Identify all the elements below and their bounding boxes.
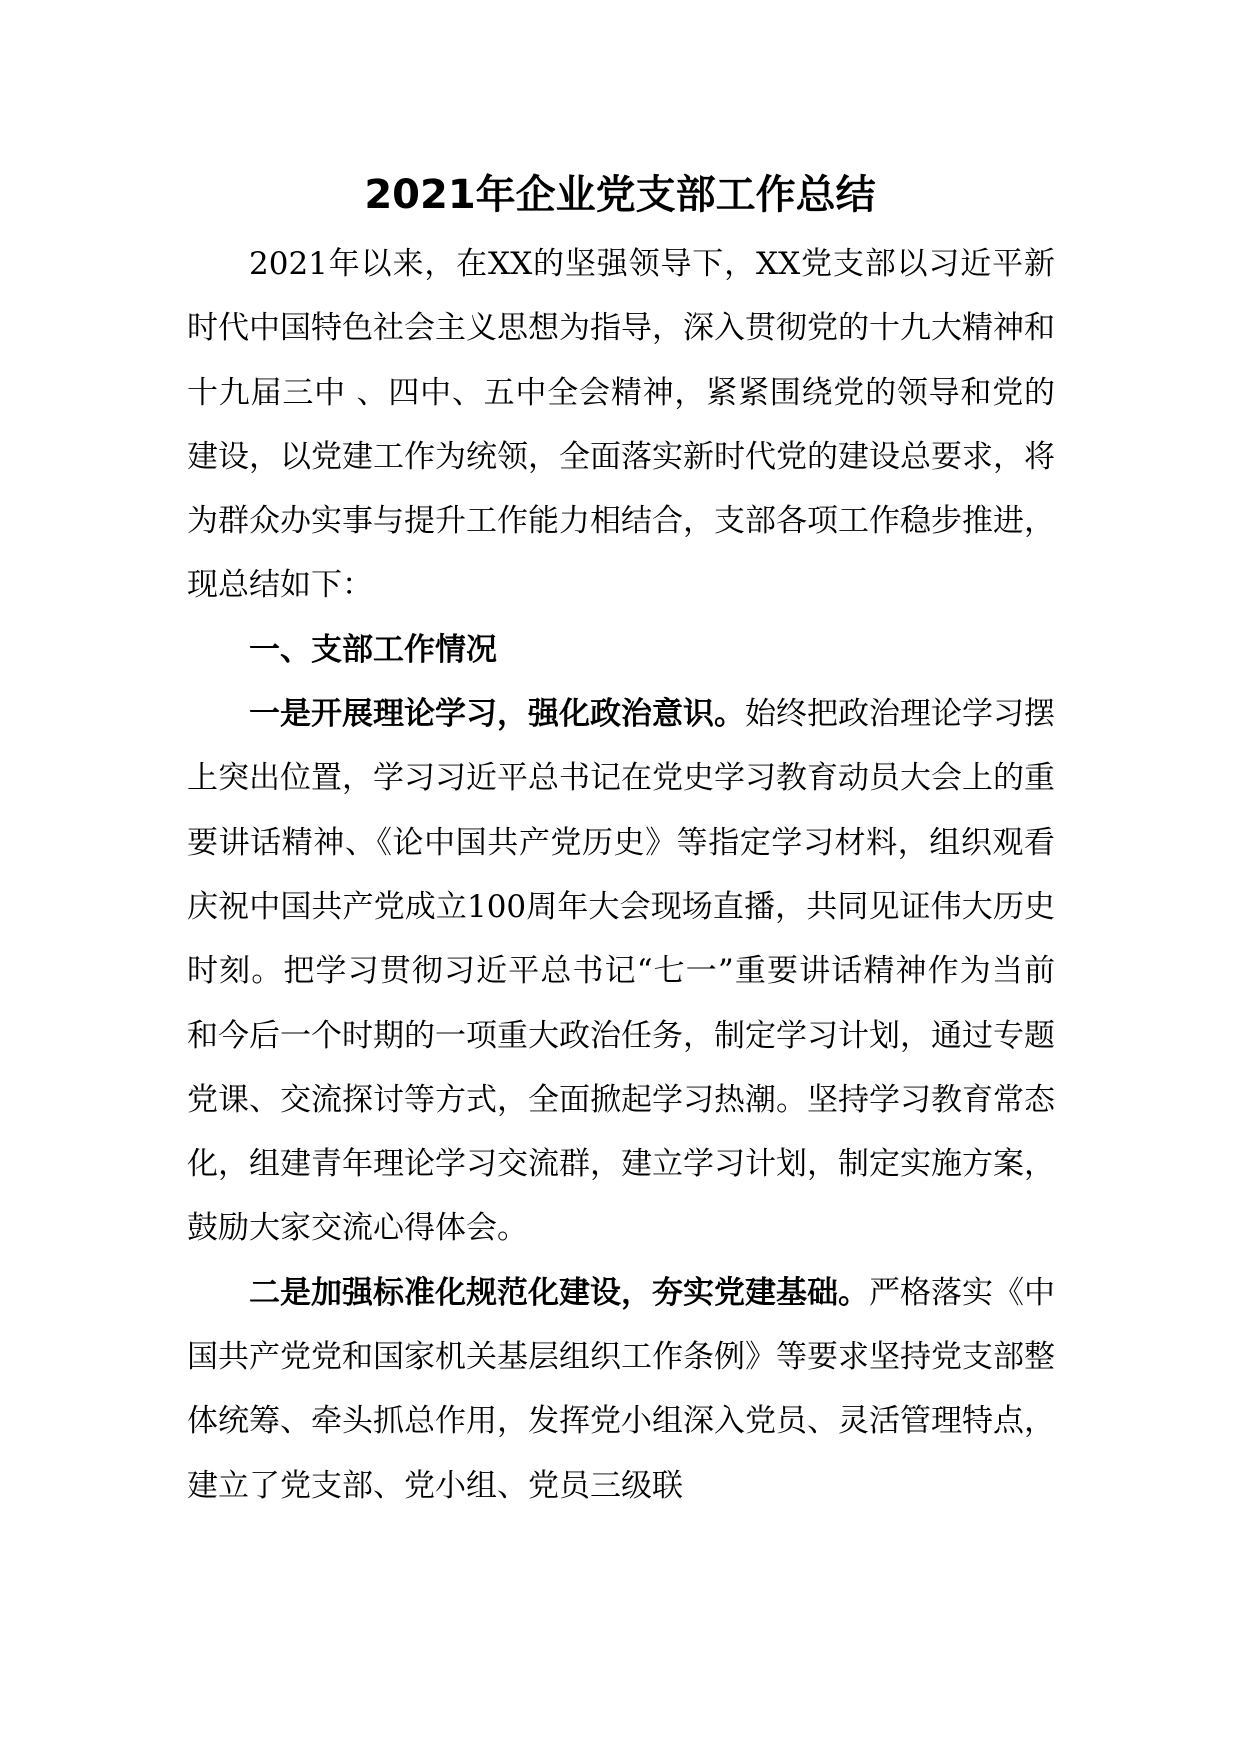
intro-paragraph: 2021年以来，在XX的坚强领导下，XX党支部以习近平新时代中国特色社会主义思想为指导，深入贯彻党的十九大精神和十九届三中 、四中、五中全会精神，紧紧围绕党的领导和党的建设，以党建工作为统领，全面落实新时代党的建设总要求，将为群众办实事与提升工作能力相结合，支部各项工作稳步推进，现总结如下： xyxy=(187,246,1055,604)
item-lead-1: 一是开展理论学习，强化政治意识。 xyxy=(249,696,745,733)
item-text-2: 严格落实《中国共产党党和国家机关基层组织工作条例》等要求坚持党支部整体统筹、牵头抓总作用，发挥党小组深入党员、灵活管理特点，建立了党支部、党小组、党员三级联 xyxy=(187,1274,1055,1504)
section-heading-1: 一、支部工作情况 xyxy=(249,631,497,668)
item-text-1: 始终把政治理论学习摆上突出位置，学习习近平总书记在党史学习教育动员大会上的重要讲话精神、《论中国共产党历史》等指定学习材料，组织观看庆祝中国共产党成立100周年大会现场直播，共同见证伟大历史时刻。把学习贯彻习近平总书记“七一”重要讲话精神作为当前和今后一个时期的一项重大政治任务，制定学习计划，通过专题党课、交流探讨等方式，全面掀起学习热潮。坚持学习教育常态化，组建青年理论学习交流群，建立学习计划，制定实施方案，鼓励大家交流心得体会。 xyxy=(187,696,1055,1247)
item-paragraph-2 xyxy=(187,1261,1055,1518)
document-body xyxy=(187,232,1055,1518)
document-title: 2021年企业党支部工作总结 xyxy=(364,172,876,218)
item-paragraph-1 xyxy=(187,682,1055,1261)
item-lead-2: 二是加强标准化规范化建设，夯实党建基础。 xyxy=(249,1274,869,1311)
